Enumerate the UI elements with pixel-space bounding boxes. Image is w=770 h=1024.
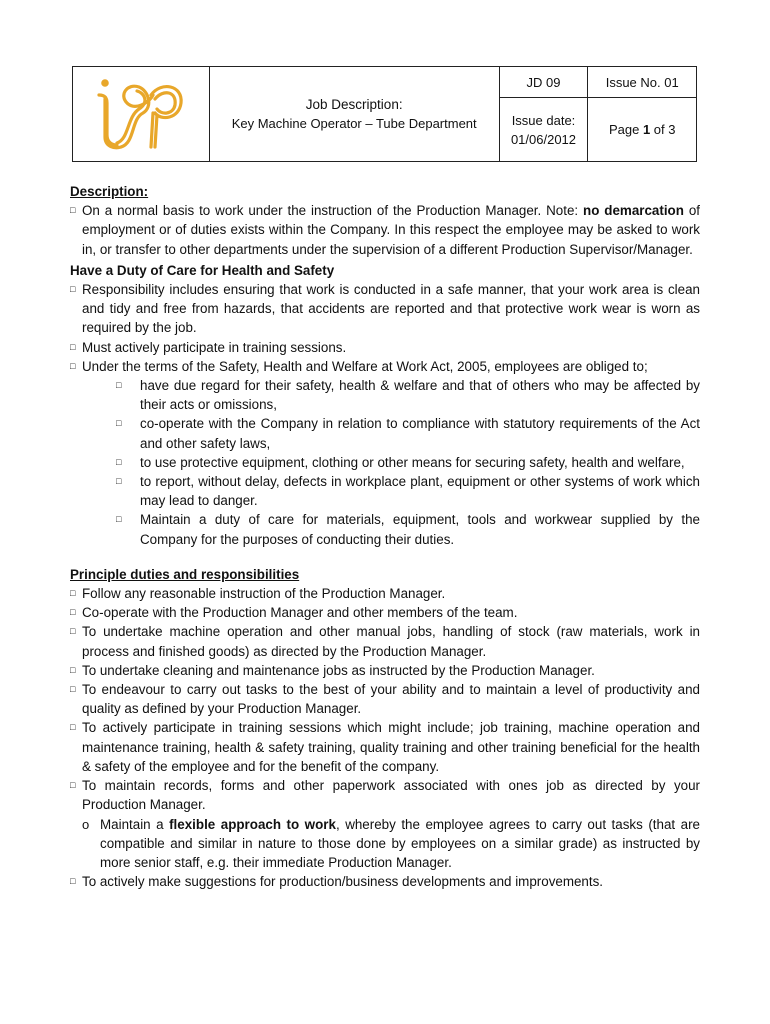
bullet-icon: □ [70, 607, 76, 618]
sub-list-item: o Maintain a flexible approach to work, whereby the employee agrees to carry out tasks (that are compatible and similar in nature to those done by employees on a similar grade) as instructed by more senior staff, e.g. their immediate Production Manager. [82, 816, 700, 870]
bullet-icon: □ [70, 588, 76, 599]
company-logo-icon [91, 73, 191, 153]
bullet-icon: □ [116, 476, 122, 487]
bullet-icon: □ [70, 876, 76, 887]
page-number-cell [588, 98, 697, 162]
document-title: Job Description: [305, 97, 403, 112]
bullet-icon: □ [70, 780, 76, 791]
logo-cell [73, 67, 210, 162]
bullet-icon: □ [70, 205, 76, 216]
list-item: □ Under the terms of the Safety, Health and Welfare at Work Act, 2005, employees are obliged to; [70, 357, 700, 376]
bullet-icon: □ [70, 722, 76, 733]
bullet-icon: □ [70, 626, 76, 637]
sub-list-item: □ have due regard for their safety, health & welfare and that of others who may be affected by their acts or omissions, [116, 378, 700, 413]
title-cell [209, 67, 499, 162]
duty-of-care-heading: Have a Duty of Care for Health and Safety [70, 262, 335, 278]
doc-code: JD 09 [526, 74, 561, 90]
description-paragraph: □ On a normal basis to work under the instruction of the Production Manager. Note: no demarcation of employment or of duties exists within the Company. In this respect the employee may be asked to work in, or transfer to other departments under the supervision of a different Production Supervisor/Manager. [70, 203, 700, 257]
list-item: □ To maintain records, forms and other paperwork associated with ones job as directed by your Production Manager. [70, 778, 700, 813]
header-table [72, 66, 697, 162]
sub-list-item: □ co-operate with the Company in relation to compliance with statutory requirements of the Act and other safety laws, [116, 416, 700, 451]
issue-date-label: Issue date: [511, 112, 576, 128]
principle-duties-heading: Principle duties and responsibilities [70, 566, 300, 582]
bullet-icon: □ [116, 514, 122, 525]
bullet-icon: □ [70, 341, 76, 352]
bullet-icon: □ [116, 418, 122, 429]
bullet-icon: □ [116, 456, 122, 467]
sub-list-item: □ to report, without delay, defects in workplace plant, equipment or other systems of work which may lead to danger. [116, 474, 700, 509]
issue-date: 01/06/2012 [510, 131, 577, 147]
flexible-approach-text: flexible approach to work [169, 816, 336, 832]
list-item: □ Follow any reasonable instruction of the Production Manager. [70, 584, 700, 603]
list-item: □ To undertake cleaning and maintenance jobs as instructed by the Production Manager. [70, 661, 700, 680]
circle-bullet: o [82, 816, 90, 832]
list-item: □ Must actively participate in training sessions. [70, 338, 700, 357]
page-current: 1 [642, 122, 651, 137]
page-total: of 3 [650, 122, 676, 137]
sub-list-item: □ Maintain a duty of care for materials, equipment, tools and workwear supplied by the Company for the purposes of conducting their duties. [116, 512, 700, 547]
list-item: □ To actively make suggestions for production/business developments and improvements. [70, 872, 700, 891]
document-body [70, 182, 700, 891]
bullet-icon: □ [70, 284, 76, 295]
list-item: □ Co-operate with the Production Manager and other members of the team. [70, 603, 700, 622]
sub-list-item: □ to use protective equipment, clothing or other means for securing safety, health and welfare, [70, 453, 700, 472]
bullet-icon: □ [70, 664, 76, 675]
list-item: □ To actively participate in training sessions which might include; job training, machine operation and maintenance training, health & safety training, quality training and other training beneficial for the health & safety of the employee and for the benefit of the company. [70, 720, 700, 774]
list-item: □ To endeavour to carry out tasks to the best of your ability and to maintain a level of productivity and quality as defined by your Production Manager. [70, 682, 700, 717]
list-item: □ Responsibility includes ensuring that work is conducted in a safe manner, that your work area is clean and tidy and free from hazards, that accidents are reported and that protective work wear is worn as required by the job. [70, 282, 700, 336]
bullet-icon: □ [70, 360, 76, 371]
issue-number: Issue No. 01 [605, 74, 679, 90]
bullet-icon: □ [70, 684, 76, 695]
document-subtitle: Key Machine Operator – Tube Department [231, 116, 477, 131]
doc-code-cell [499, 67, 588, 98]
issue-no-cell [588, 67, 697, 98]
issue-date-cell [499, 98, 588, 162]
description-heading: Description: [70, 184, 149, 199]
page-prefix: Page [608, 122, 643, 137]
bullet-icon: □ [116, 380, 122, 391]
list-item: □ To undertake machine operation and other manual jobs, handling of stock (raw materials, work in process and finished goods) as directed by the Production Manager. [70, 624, 700, 659]
no-demarcation-text: no demarcation [583, 203, 684, 219]
